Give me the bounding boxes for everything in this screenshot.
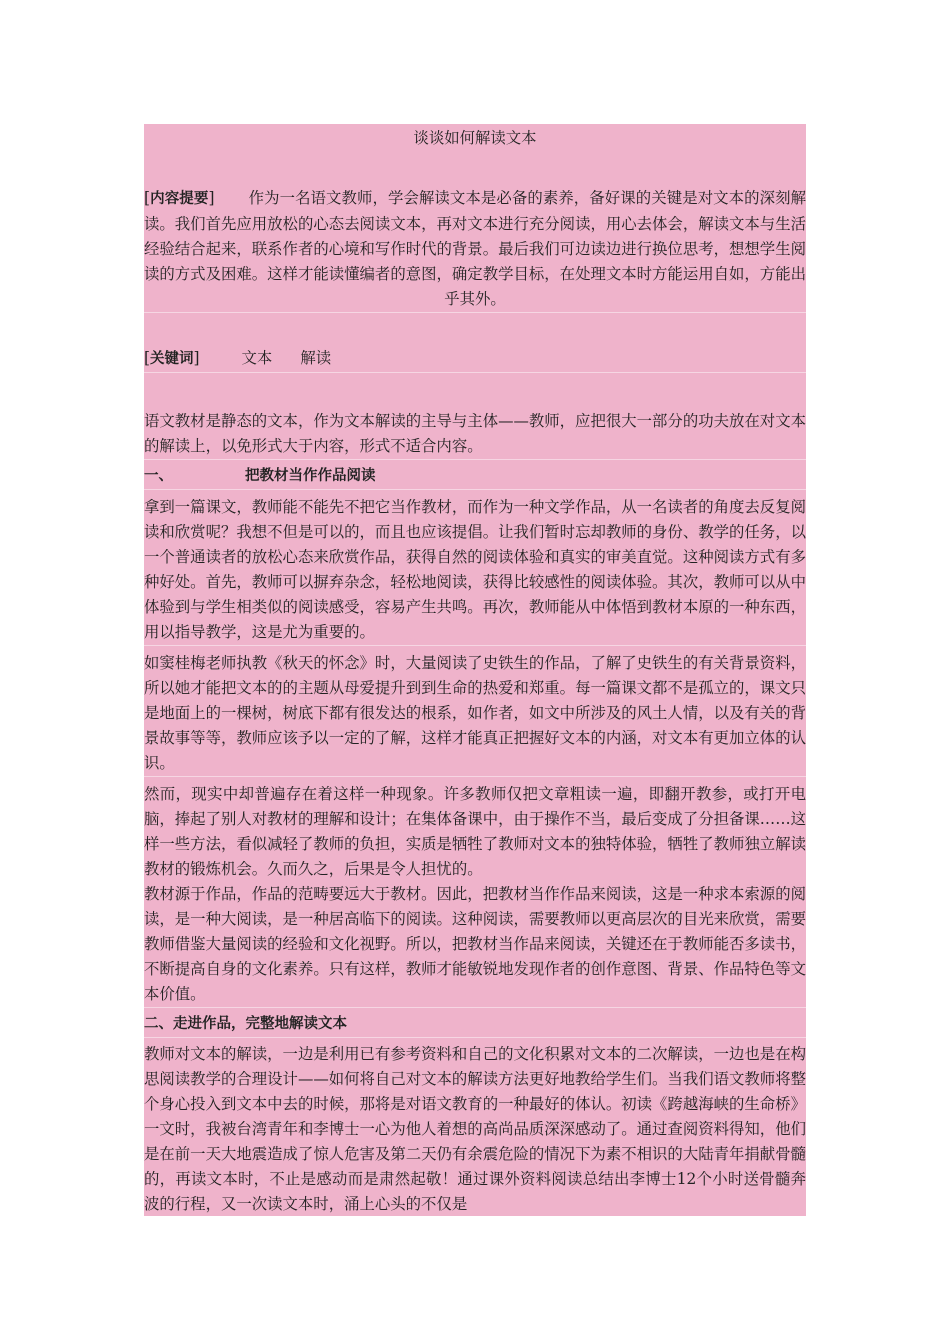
section-1-paragraph-2: 如窦桂梅老师执教《秋天的怀念》时，大量阅读了史铁生的作品，了解了史铁生的有关背景资料，所以她才能把文本的的主题从母爱提升到到生命的热爱和郑重。每一篇课文都不是孤立的，课文只是地面上的一棵树，树底下都有很发达的根系，如作者，如文中所涉及的风土人情，以及有关的背景故事等等，教师应该予以一定的了解，这样才能真正把握好文本的内涵，对文本有更加立体的认识。 bbox=[144, 651, 806, 777]
section-1-paragraph-1: 拿到一篇课文，教师能不能先不把它当作教材，而作为一种文学作品，从一名读者的角度去反复阅读和欣赏呢？我想不但是可以的，而且也应该提倡。让我们暂时忘却教师的身份、教学的任务，以一个普通读者的放松心态来欣赏作品，获得自然的阅读体验和真实的审美直觉。这种阅读方式有多种好处。首先，教师可以摒弃杂念，轻松地阅读，获得比较感性的阅读体验。其次，教师可以从中体验到与学生相类似的阅读感受，容易产生共鸣。再次，教师能从中体悟到教材本原的一种东西，用以指导教学，这是尤为重要的。 bbox=[144, 495, 806, 646]
section-1-heading bbox=[144, 464, 806, 490]
section-2-heading: 二、走进作品，完整地解读文本 bbox=[144, 1012, 806, 1038]
abstract-label: 内容提要 bbox=[150, 191, 209, 207]
intro-paragraph: 语文教材是静态的文本，作为文本解读的主导与主体——教师，应把很大一部分的功夫放在对文本的解读上，以免形式大于内容，形式不适合内容。 bbox=[144, 409, 806, 460]
keyword-item: 文本 bbox=[241, 349, 273, 367]
keywords-line: [关键词] 文本 解读 bbox=[144, 346, 806, 373]
section-1-number: 一、 bbox=[144, 468, 173, 484]
keywords-label: 关键词 bbox=[150, 351, 194, 367]
abstract-paragraph: [内容提要] 作为一名语文教师，学会解读文本是必备的素养，备好课的关键是对文本的深刻解读。我们首先应用放松的心态去阅读文本，再对文本进行充分阅读，用心去体会，解读文本与生活经验结合起来，联系作者的心境和写作时代的背景。最后我们可边读边进行换位思考，想想学生阅读的方式及困难。这样才能读懂编者的意图，确定教学目标，在处理文本时方能运用自如，方能出乎其外。 bbox=[144, 186, 806, 313]
document-title: 谈谈如何解读文本 bbox=[413, 129, 537, 147]
section-2-paragraph-1: 教师对文本的解读，一边是利用已有参考资料和自己的文化积累对文本的二次解读，一边也是在构思阅读教学的合理设计——如何将自己对文本的解读方法更好地教给学生们。当我们语文教师将整个身心投入到文本中去的时候，那将是对语文教育的一种最好的体认。初读《跨越海峡的生命桥》一文时，我被台湾青年和李博士一心为他人着想的高尚品质深深感动了。通过查阅资料得知，他们是在前一天大地震造成了惊人危害及第二天仍有余震危险的情况下为素不相识的大陆青年捐献骨髓的，再读文本时，不止是感动而是肃然起敬！通过课外资料阅读总结出李博士12个小时送骨髓奔波的行程，又一次读文本时，涌上心头的不仅是 bbox=[144, 1045, 806, 1213]
document-page bbox=[144, 124, 806, 1216]
section-1-paragraph-3: 然而，现实中却普遍存在着这样一种现象。许多教师仅把文章粗读一遍，即翻开教参，或打开电脑，捧起了别人对教材的理解和设计；在集体备课中，由于操作不当，最后变成了分担备课……这样一些方法，看似减轻了教师的负担，实质是牺牲了教师对文本的独特体验，牺牲了教师独立解读教材的锻炼机会。久而久之，后果是令人担忧的。 bbox=[144, 785, 806, 878]
abstract-text: 作为一名语文教师，学会解读文本是必备的素养，备好课的关键是对文本的深刻解读。我们首先应用放松的心态去阅读文本，再对文本进行充分阅读，用心去体会，解读文本与生活经验结合起来，联系作者的心境和写作时代的背景。最后我们可边读边进行换位思考，想想学生阅读的方式及困难。这样才能读懂编者的意图，确定教学目标，在处理文本时方能运用自如，方能出乎其外。 bbox=[144, 189, 806, 308]
keyword-item: 解读 bbox=[300, 349, 332, 367]
section-1-title: 把教材当作作品阅读 bbox=[245, 468, 376, 484]
section-1-paragraph-4: 教材源于作品，作品的范畴要远大于教材。因此，把教材当作作品来阅读，这是一种求本索源的阅读，是一种大阅读，是一种居高临下的阅读。这种阅读，需要教师以更高层次的目光来欣赏，需要教师借鉴大量阅读的经验和文化视野。所以，把教材当作品来阅读，关键还在于教师能否多读书，不断提高自身的文化素养。只有这样，教师才能敏锐地发现作者的创作意图、背景、作品特色等文本价值。 bbox=[144, 882, 806, 1008]
